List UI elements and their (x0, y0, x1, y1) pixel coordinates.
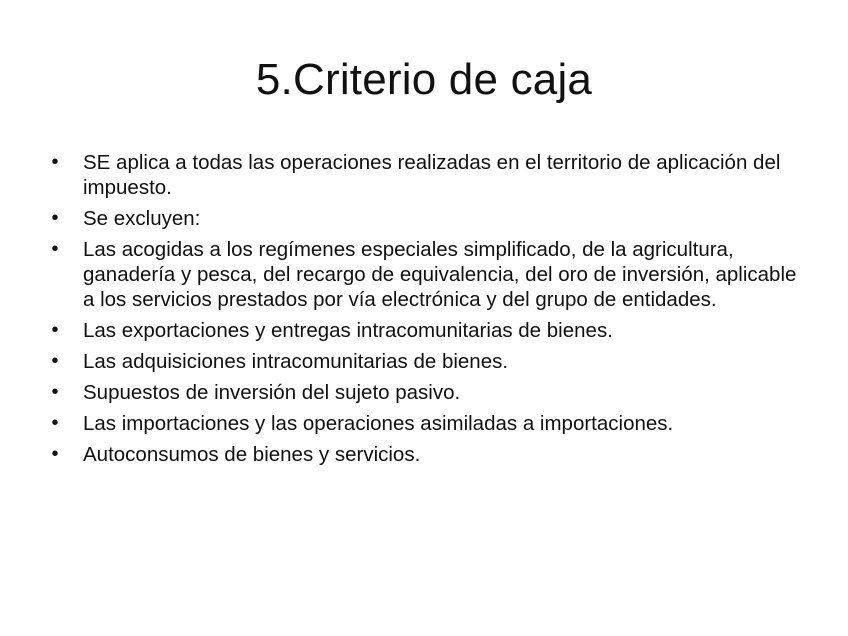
bullet-icon: • (51, 151, 59, 173)
bullet-text: Las exportaciones y entregas intracomunitarias de bienes. (83, 319, 613, 342)
bullet-text: Autoconsumos de bienes y servicios. (83, 443, 421, 466)
bullet-icon: • (51, 350, 59, 372)
bullet-item (48, 206, 808, 231)
slide-title: 5.Criterio de caja (255, 55, 593, 104)
bullet-text: Las importaciones y las operaciones asimiladas a importaciones. (83, 412, 674, 435)
bullet-text: Se excluyen: (83, 207, 201, 230)
bullet-item (48, 349, 808, 374)
bullet-text: SE aplica a todas las operaciones realizadas en el territorio de aplicación del impuesto. (83, 151, 781, 199)
bullet-icon: • (51, 443, 59, 465)
bullet-list (48, 150, 808, 473)
bullet-item (48, 237, 808, 312)
bullet-text: Las acogidas a los regímenes especiales simplificado, de la agricultura, ganadería y pesca, del recargo de equivalencia, del oro de inversión, aplicable a los servicios prestados por vía electrónica y del grupo de entidades. (83, 238, 797, 311)
bullet-icon: • (51, 381, 59, 403)
bullet-text: Supuestos de inversión del sujeto pasivo. (83, 381, 461, 404)
bullet-icon: • (51, 319, 59, 341)
bullet-icon: • (51, 238, 59, 260)
bullet-icon: • (51, 207, 59, 229)
bullet-item (48, 318, 808, 343)
bullet-text: Las adquisiciones intracomunitarias de bienes. (83, 350, 509, 373)
bullet-item (48, 380, 808, 405)
bullet-item (48, 150, 808, 200)
bullet-item (48, 442, 808, 467)
bullet-item (48, 411, 808, 436)
bullet-icon: • (51, 412, 59, 434)
